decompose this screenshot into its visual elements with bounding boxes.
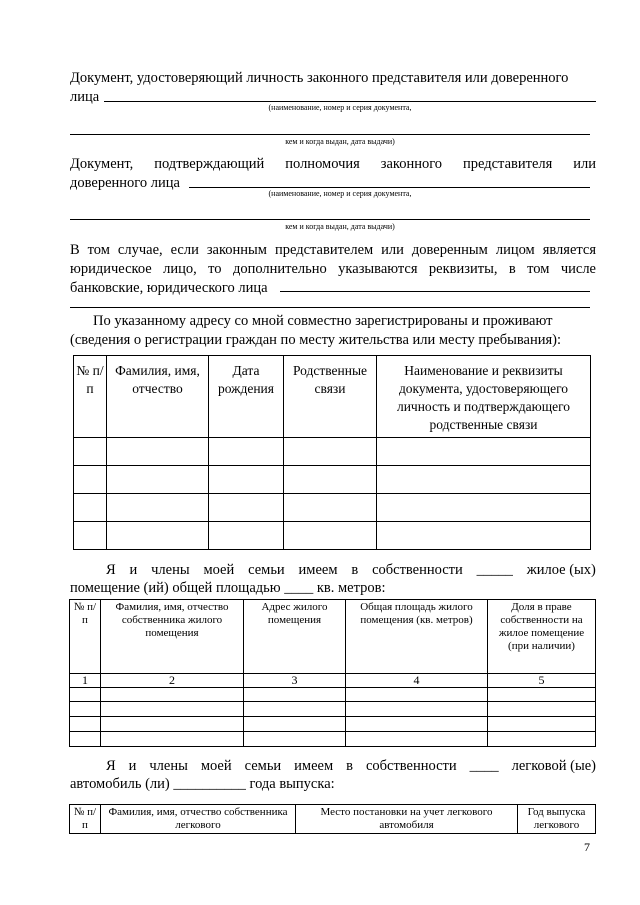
car-col-number: № п/п [70, 805, 101, 834]
authority-field-2[interactable] [70, 219, 590, 220]
rep-id-line1: Документ, удостоверяющий личность законного представителя или доверенного [70, 70, 569, 86]
registered-line1: По указанному адресу со мной совместно зарегистрированы и проживают [93, 313, 553, 329]
registered-line2: (сведения о регистрации граждан по месту жительства или месту пребывания): [70, 332, 562, 348]
rep-id-line2: лица [70, 89, 100, 105]
authority-hint-1: (наименование, номер и серия документа, [268, 189, 412, 198]
table-row [74, 494, 591, 522]
property-col-number: № п/п [70, 600, 101, 674]
car-table [69, 804, 596, 834]
authority-line2: доверенного лица [70, 175, 180, 191]
table-row [70, 688, 596, 702]
legal-line1: В том случае, если законным представителем или доверенным лицом является [70, 242, 596, 258]
car-col-year: Год выпуска легкового [518, 805, 596, 834]
family-col-number: № п/п [74, 356, 107, 438]
legal-field-2[interactable] [70, 307, 590, 308]
legal-field-1[interactable] [280, 291, 590, 292]
property-col-area: Общая площадь жилого помещения (кв. метров) [346, 600, 488, 674]
family-table [73, 355, 591, 550]
table-row [70, 732, 596, 747]
family-col-relation: Родственные связи [284, 356, 377, 438]
legal-line2: юридическое лицо, то дополнительно указываются реквизиты, в том числе [70, 261, 596, 277]
rep-id-hint-1: (наименование, номер и серия документа, [268, 103, 412, 112]
legal-line3: банковские, юридического лица [70, 280, 268, 296]
car-line1: Я и члены моей семьи имеем в собственности ____ легковой (ые) [106, 758, 596, 774]
property-table-header [70, 600, 596, 674]
authority-hint-2: кем и когда выдан, дата выдачи) [285, 222, 395, 231]
property-col-share: Доля в праве собственности на жилое помещение (при наличии) [488, 600, 596, 674]
property-col-owner: Фамилия, имя, отчество собственника жилого помещения [101, 600, 244, 674]
car-line2: автомобиль (ли) __________ года выпуска: [70, 776, 335, 792]
rep-id-field-2[interactable] [70, 134, 590, 135]
authority-line1: Документ, подтверждающий полномочия законного представителя или [70, 156, 596, 172]
family-col-document: Наименование и реквизиты документа, удостоверяющего личность и подтверждающего родственные связи [377, 356, 591, 438]
table-row [70, 702, 596, 717]
car-col-registration: Место постановки на учет легкового автомобиля [296, 805, 518, 834]
table-row [74, 466, 591, 494]
family-col-name: Фамилия, имя, отчество [107, 356, 209, 438]
property-line2: помещение (ий) общей площадью ____ кв. метров: [70, 580, 386, 596]
family-table-header [74, 356, 591, 438]
rep-id-hint-2: кем и когда выдан, дата выдачи) [285, 137, 395, 146]
table-row [74, 522, 591, 550]
page-number: 7 [584, 840, 590, 854]
property-table [69, 599, 596, 747]
property-number-row: 1 2 3 4 5 [70, 674, 596, 688]
table-row [70, 717, 596, 732]
family-col-birthdate: Дата рождения [209, 356, 284, 438]
property-col-address: Адрес жилого помещения [244, 600, 346, 674]
car-table-header [70, 805, 596, 834]
property-line1: Я и члены моей семьи имеем в собственности _____ жилое (ых) [106, 562, 596, 578]
car-col-owner: Фамилия, имя, отчество собственника легкового [101, 805, 296, 834]
table-row [74, 438, 591, 466]
authority-field-1[interactable] [189, 187, 590, 188]
rep-id-field-1[interactable] [104, 101, 596, 102]
